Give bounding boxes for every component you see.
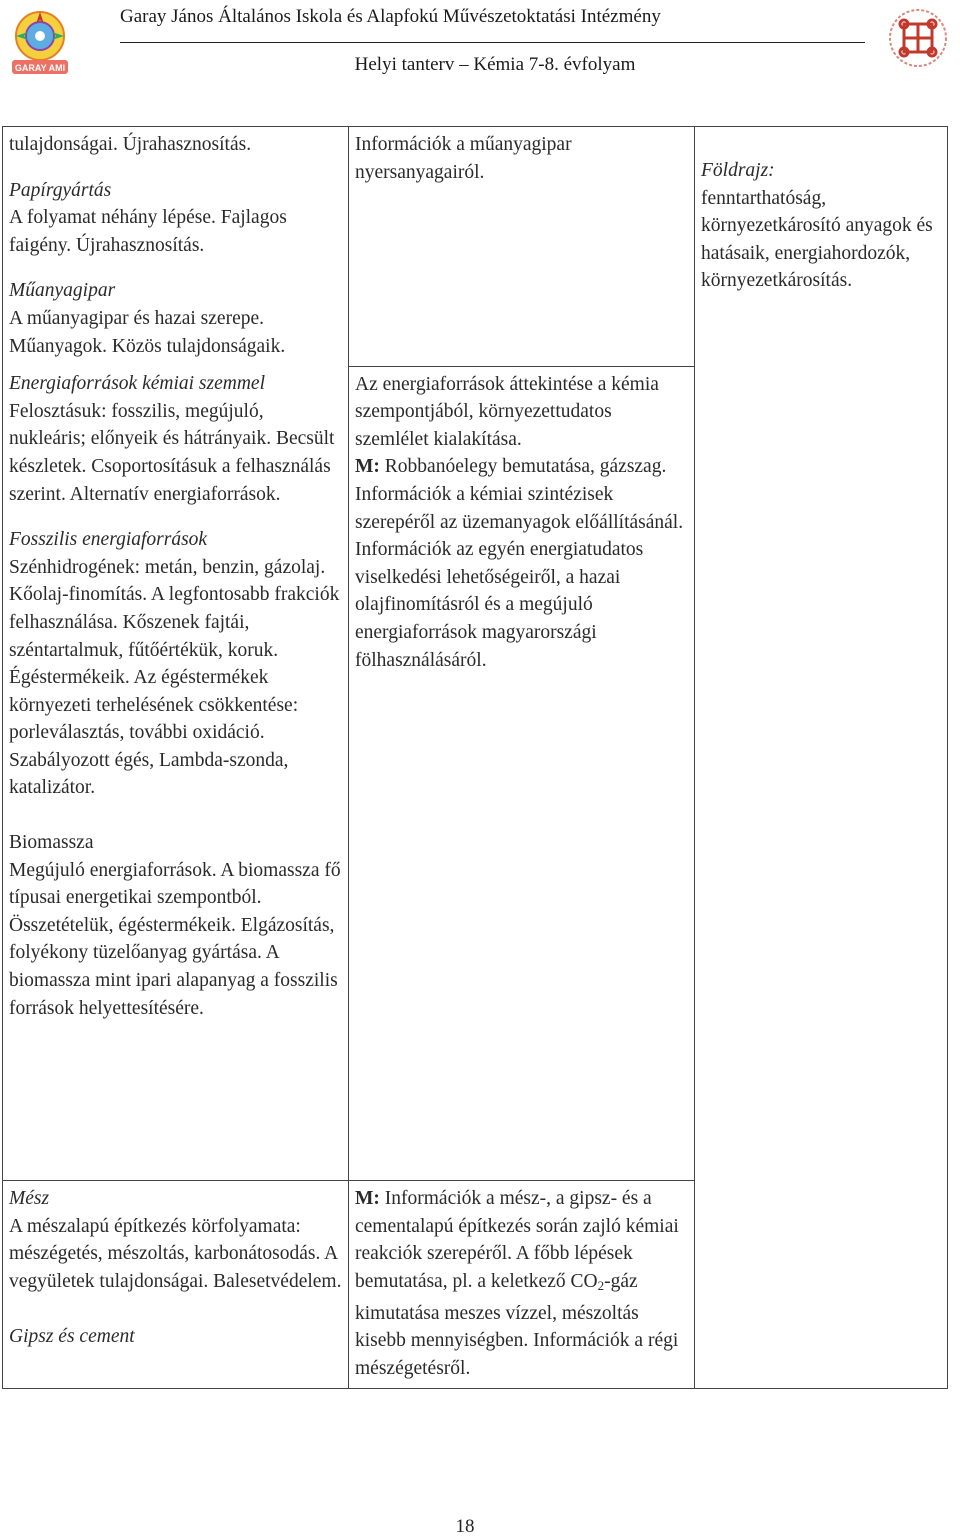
emblem-icon <box>886 4 950 76</box>
connection-title: Földrajz: <box>701 160 775 181</box>
section-title-muanyagipar: Műanyagipar <box>9 280 116 302</box>
section-title-papirgyartas: Papírgyártás <box>9 179 112 201</box>
school-name: Garay János Általános Iskola és Alapfokú Művészetoktatási Intézmény <box>120 6 661 27</box>
cell-text: A műanyagipar és hazai szerepe. Műanyagok. Közös tulajdonságaik. <box>9 307 286 357</box>
curriculum-table <box>2 126 948 1389</box>
table-cell <box>3 1181 349 1389</box>
school-logo-icon <box>8 6 72 78</box>
table-cell <box>349 1181 695 1389</box>
header-divider <box>120 42 865 43</box>
cell-text: Információk a mész-, a gipsz- és a cementalapú építkezés során zajló kémiai reakciók szerepéről. A főbb lépések bemutatása, pl. a keletkező CO <box>355 1188 679 1292</box>
cell-text: A folyamat néhány lépése. Fajlagos faigény. Újrahasznosítás. <box>9 207 287 256</box>
page-header <box>0 0 960 100</box>
table-cell <box>349 127 695 367</box>
cell-text: Az energiaforrások áttekintése a kémia szempontjából, környezettudatos szemlélet kialakítása. <box>355 373 659 450</box>
cell-text: Robbanóelegy bemutatása, gázszag. Információk a kémiai szintézisek szerepéről az üzemanyagok előállításánál. Információk az egyén energiatudatos viselkedési lehetőségeiről, a hazai olajfinomításról és a megújuló energiaforrások magyarországi fölhasználásáról. <box>355 456 684 671</box>
connection-text: fenntarthatóság, környezetkárosító anyagok és hatásaik, energiahordozók, környezetkárosítás. <box>701 187 933 292</box>
cell-text: Megújuló energiaforrások. A biomassza fő típusai energetikai szempontból. Összetételük, égéstermékeik. Elgázosítás, folyékony tüzelőanyag gyártása. A biomassza mint ipari alapanyag a fosszilis források helyettesítésére. <box>9 859 341 1019</box>
table-cell <box>3 366 349 1181</box>
cell-text: Szénhidrogének: metán, benzin, gázolaj. Kőolaj-finomítás. A legfontosabb frakciók felhasználása. Kőszenek fajtái, széntartalmuk, fűtőértékük, koruk. Égéstermékeik. Az égéstermékek környezeti terhelésének csökkentése: porleválasztás, további oxidáció. Szabályozott égés, Lambda-szonda, katalizátor. <box>9 556 340 799</box>
curriculum-subtitle: Helyi tanterv – Kémia 7-8. évfolyam <box>354 54 636 75</box>
m-label: M: <box>355 1188 380 1210</box>
subscript: 2 <box>597 1277 605 1293</box>
logo-left-text: GARAY AMI <box>14 63 66 73</box>
table-cell <box>3 127 349 367</box>
cell-text: Felosztásuk: fosszilis, megújuló, nukleáris; előnyeik és hátrányaik. Becsült készletek. Csoportosításuk a felhasználás szerint. Alternatív energiaforrások. <box>9 400 335 505</box>
table-cell <box>349 366 695 1181</box>
m-label: M: <box>355 456 380 478</box>
section-title-gipsz: Gipsz és cement <box>9 1325 135 1347</box>
cell-text <box>355 453 688 674</box>
section-title-energiaforrasok: Energiaforrások kémiai szemmel <box>9 373 265 395</box>
section-title-biomassza: Biomassza <box>9 832 94 854</box>
cell-text: -gáz kimutatása meszes vízzel, mészoltás kisebb mennyiségben. Információk a régi mészégetésről. <box>355 1270 679 1379</box>
table-row <box>3 127 948 367</box>
section-title-mesz: Mész <box>9 1188 50 1210</box>
section-title-fosszilis: Fosszilis energiaforrások <box>9 529 208 551</box>
cell-text: A mészalapú építkezés körfolyamata: mészégetés, mészoltás, karbonátosodás. A vegyületek tulajdonságai. Balesetvédelem. <box>9 1215 342 1292</box>
cell-text <box>355 1185 688 1382</box>
table-cell-connections <box>695 127 948 1389</box>
page-number: 18 <box>455 1516 475 1537</box>
cell-text: Információk a műanyagipar nyersanyagairól. <box>355 134 572 183</box>
cell-text: tulajdonságai. Újrahasznosítás. <box>9 134 252 155</box>
